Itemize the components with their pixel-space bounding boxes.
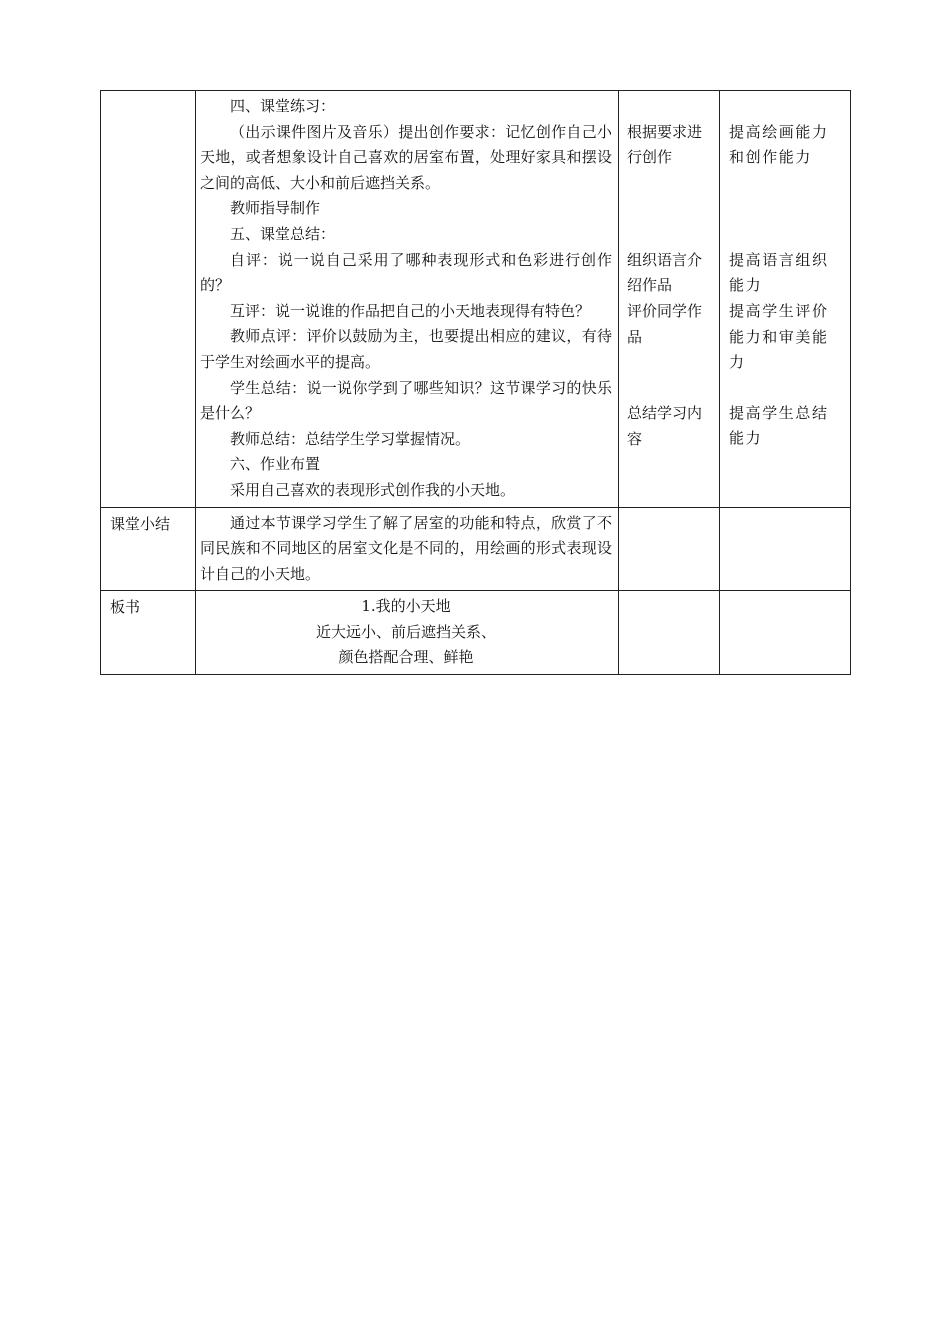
student-summary: 学生总结：说一说你学到了哪些知识？这节课学习的快乐是什么？ (200, 378, 612, 423)
board-content-cell (196, 591, 619, 675)
summary-label: 课堂小结 (101, 507, 196, 591)
practice-requirement: （出示课件图片及音乐）提出创作要求：记忆创作自己小天地，或者想象设计自己喜欢的居室布置，处理好家具和摆设之间的高低、大小和前后遮挡关系。 (200, 122, 612, 192)
board-line-1: 1.我的小天地 (361, 597, 451, 616)
board-label: 板书 (101, 591, 196, 675)
goals-cell (720, 91, 851, 508)
summary-row (101, 507, 851, 591)
activity-introduce: 组织语言介绍作品 (627, 250, 703, 295)
teacher-comment: 教师点评：评价以鼓励为主，也要提出相应的建议，有待于学生对绘画水平的提高。 (200, 327, 612, 371)
goal-summary: 提高学生总结能力 (729, 403, 829, 448)
activity-create: 根据要求进行创作 (627, 122, 703, 167)
board-line-2: 近大远小、前后遮挡关系、 (315, 622, 496, 641)
board-empty-cell-2 (720, 591, 851, 675)
practice-content-cell (196, 91, 619, 508)
teacher-guidance: 教师指导制作 (230, 199, 321, 218)
section5-title: 五、课堂总结： (230, 224, 336, 243)
summary-empty-cell-2 (720, 507, 851, 591)
activity-evaluate: 评价同学作品 (627, 301, 703, 346)
practice-label-cell (101, 91, 196, 508)
board-empty-cell-1 (619, 591, 720, 675)
peer-evaluation: 互评：说一说谁的作品把自己的小天地表现得有特色？ (230, 301, 591, 320)
self-evaluation: 自评：说一说自己采用了哪种表现形式和色彩进行创作的？ (200, 250, 612, 295)
section6-title: 六、作业布置 (230, 455, 321, 474)
board-row (101, 591, 851, 675)
lesson-plan-table (100, 90, 851, 675)
board-line-3: 颜色搭配合理、鲜艳 (338, 648, 474, 667)
student-activity-cell (619, 91, 720, 508)
homework-text: 采用自己喜欢的表现形式创作我的小天地。 (230, 480, 516, 499)
summary-content-cell (196, 507, 619, 591)
teacher-summary: 教师总结：总结学生学习掌握情况。 (230, 429, 471, 448)
goal-language: 提高语言组织能力 (729, 250, 829, 295)
goal-evaluation: 提高学生评价能力和审美能力 (729, 301, 829, 372)
section4-title: 四、课堂练习： (230, 97, 336, 115)
summary-text: 通过本节课学习学生了解了居室的功能和特点，欣赏了不同民族和不同地区的居室文化是不同的，用绘画的形式表现设计自己的小天地。 (200, 513, 612, 583)
activity-summarize: 总结学习内容 (627, 404, 703, 448)
goal-drawing: 提高绘画能力和创作能力 (729, 122, 829, 167)
practice-row (101, 91, 851, 508)
summary-empty-cell-1 (619, 507, 720, 591)
